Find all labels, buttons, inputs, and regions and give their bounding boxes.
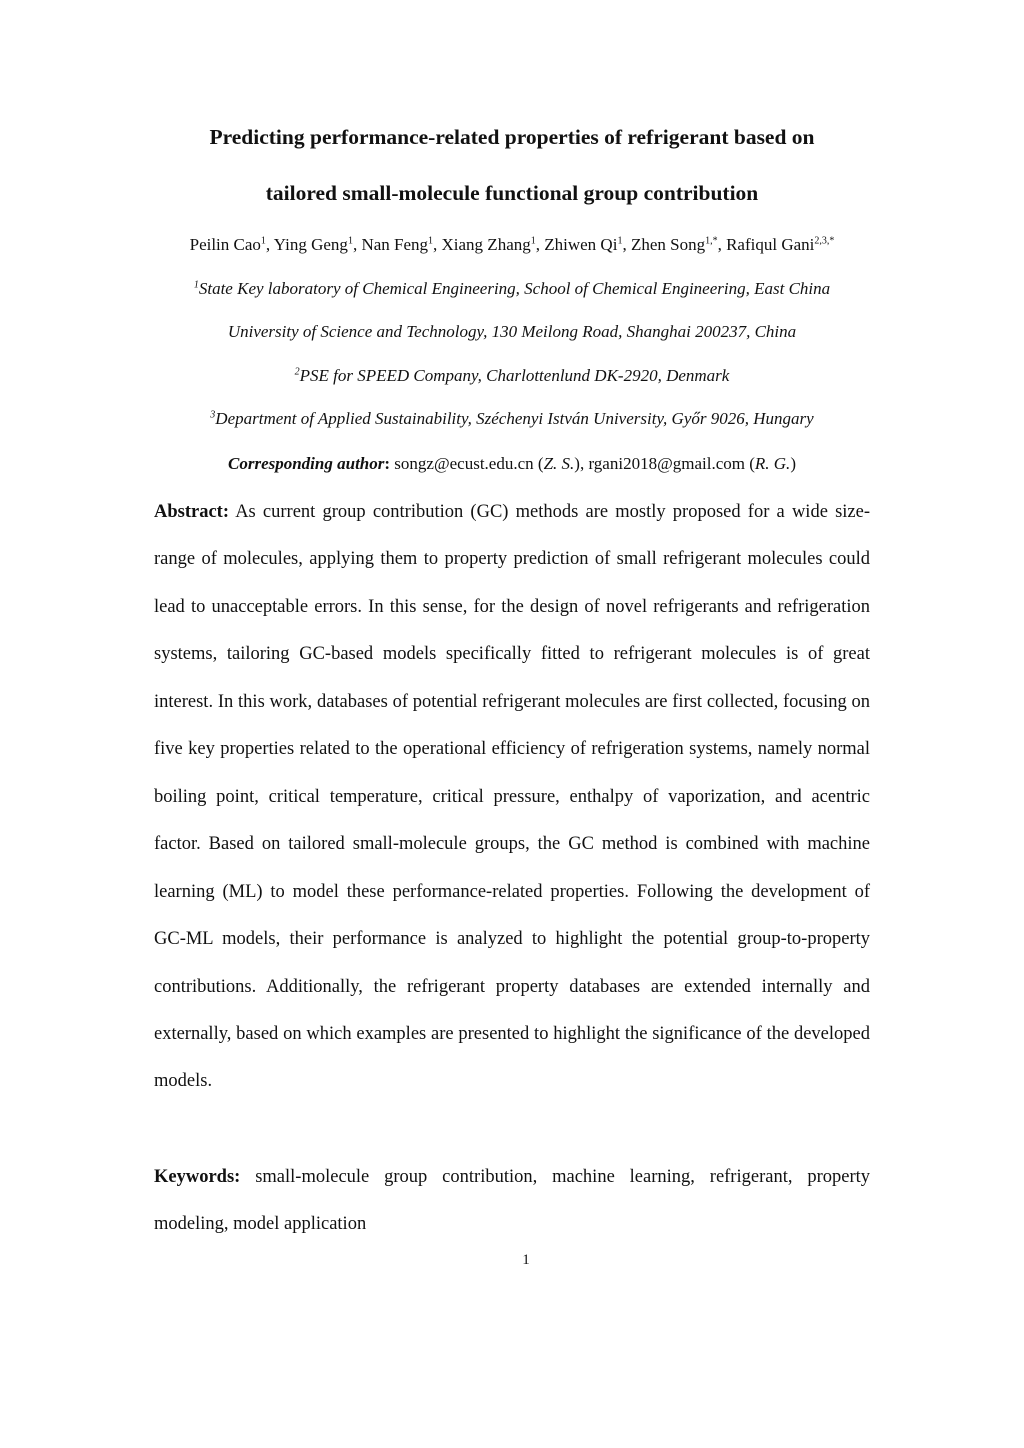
keywords-text: small-molecule group contribution, machine learning, refrigerant, property modeling, model application	[154, 1167, 871, 1235]
author: Ying Geng$^1$,	[273, 235, 362, 254]
abstract-text: As current group contribution (GC) methods are mostly proposed for a wide size-range of molecules, applying them to property prediction of small refrigerant molecules could lead to unacceptable errors. In this sense, for the design of novel refrigerants and refrigeration systems, tailoring GC-based models specifically fitted to refrigerant molecules is of great interest. In this work, databases of potential refrigerant molecules are first collected, focusing on five key properties related to the operational efficiency of refrigeration systems, namely normal boiling point, critical temperature, critical pressure, enthalpy of vaporization, and acentric factor. Based on tailored small-molecule groups, the GC method is combined with machine learning (ML) to model these performance-related properties. Following the development of GC-ML models, their performance is analyzed to highlight the potential group-to-property contributions. Additionally, the refrigerant property databases are extended internally and externally, based on which examples are presented to highlight the significance of the developed models.	[154, 502, 871, 1092]
corresponding-author-label: Corresponding author	[228, 454, 385, 473]
author: Rafiqul Gani$^{2,3,*}$	[726, 235, 835, 254]
paper-title-line-2: tailored small-molecule functional group contribution	[265, 181, 759, 205]
affiliation-3: $^3$Department of Applied Sustainability, Széchenyi István University, Győr 9026, Hungary	[210, 409, 814, 428]
email-link-1[interactable]: songz@ecust.edu.cn	[394, 454, 534, 473]
author: Zhen Song$^{1,*}$,	[630, 235, 727, 254]
keywords-heading: Keywords:	[154, 1167, 241, 1187]
author-affiliation-mark: 1	[347, 235, 353, 247]
author: Nan Feng$^1$,	[361, 235, 442, 254]
author: Zhiwen Qi$^1$,	[544, 235, 631, 254]
abstract-heading: Abstract:	[154, 502, 230, 522]
author-affiliation-mark: 1	[530, 235, 536, 247]
email-link-2[interactable]: rgani2018@gmail.com	[588, 454, 745, 473]
corresponding-author: Corresponding author: songz@ecust.edu.cn (Z. S.), rgani2018@gmail.com (R. G.)	[228, 454, 796, 473]
author-affiliation-mark: 1	[617, 235, 623, 247]
author-list	[100, 235, 924, 255]
author: Xiang Zhang$^1$,	[441, 235, 545, 254]
affiliation-2: $^2$PSE for SPEED Company, Charlottenlund DK-2920, Denmark	[294, 366, 730, 385]
author-affiliation-mark: 1	[428, 235, 434, 247]
affiliation-1-line-2: University of Science and Technology, 130 Meilong Road, Shanghai 200237, China	[227, 322, 797, 341]
affiliation-1-line-1: $^1$State Key laboratory of Chemical Engineering, School of Chemical Engineering, East China	[193, 279, 831, 298]
author: Peilin Cao$^1$,	[189, 235, 274, 254]
abstract	[154, 489, 870, 1106]
author-affiliation-mark: 1,*	[705, 235, 718, 247]
page-number: 1	[522, 1252, 530, 1268]
keywords	[154, 1154, 870, 1249]
paper-title-line-1: Predicting performance-related properties of refrigerant based on	[209, 125, 815, 149]
author-affiliation-mark: 1	[260, 235, 266, 247]
author-affiliation-mark: 2,3,*	[814, 235, 835, 247]
